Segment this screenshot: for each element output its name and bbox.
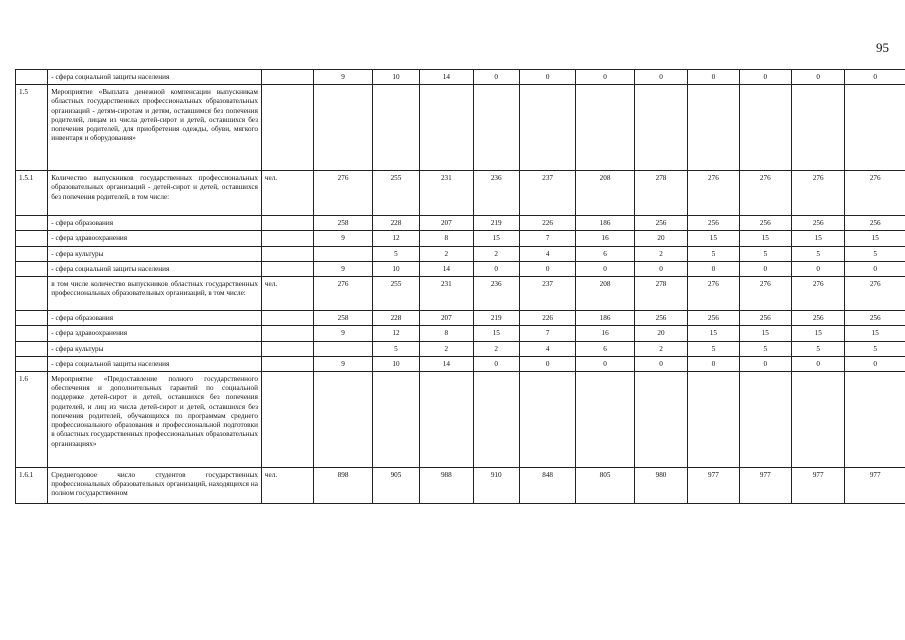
value-cell: 5 [688,341,739,356]
row-code-cell [16,216,48,231]
value-cell [739,371,791,467]
value-cell [634,85,687,171]
value-cell [688,85,739,171]
value-cell: 231 [420,277,473,311]
value-cell: 4 [519,246,575,261]
value-cell: 256 [739,311,791,326]
table-row [16,171,905,216]
value-cell: 256 [845,216,905,231]
row-description-cell: - сфера здравоохранения [48,231,262,246]
row-unit-cell [261,311,313,326]
value-cell: 14 [420,70,473,85]
value-cell: 0 [845,70,905,85]
row-description-cell: Количество выпускников государственных профессиональных образовательных организаций - детей-сирот и детей, оставшихся без попечения родителей, в том числе: [48,171,262,216]
value-cell: 10 [372,261,419,276]
value-cell: 14 [420,356,473,371]
value-cell: 256 [845,311,905,326]
value-cell: 8 [420,231,473,246]
value-cell: 276 [314,277,372,311]
value-cell: 0 [634,261,687,276]
value-cell: 0 [576,70,634,85]
value-cell: 10 [372,356,419,371]
value-cell [845,85,905,171]
row-code-cell [16,70,48,85]
value-cell: 231 [420,171,473,216]
value-cell: 236 [473,277,519,311]
value-cell: 255 [372,277,419,311]
value-cell: 219 [473,216,519,231]
row-unit-cell [261,371,313,467]
value-cell: 276 [739,171,791,216]
value-cell: 7 [519,231,575,246]
value-cell: 977 [739,467,791,503]
value-cell [473,371,519,467]
row-description-cell: - сфера социальной защиты населения [48,356,262,371]
value-cell: 5 [792,341,845,356]
row-description-cell: Мероприятие «Выплата денежной компенсации выпускникам областных государственных профессиональных образовательных организаций - детям-сиротам и детям, оставшимся без попечения родителей, лицам из числа детей-сирот и детей, оставшихся без попечения родителей, для приобретения одежды, обуви, мягкого инвентаря и оборудования» [48,85,262,171]
row-code-cell [16,341,48,356]
value-cell: 20 [634,326,687,341]
value-cell: 16 [576,231,634,246]
row-description-cell: Мероприятие «Предоставление полного государственного обеспечения и дополнительных гарантий по социальной поддержке детей-сирот и детей, оставшихся без попечения родителей, и лиц из числа детей-сирот и детей, оставшихся без попечения родителей, обучающихся по программам среднего профессионального образования и профессиональной подготовки в областных государственных профессиональных образовательных организациях» [48,371,262,467]
value-cell: 15 [739,231,791,246]
value-cell: 5 [372,341,419,356]
value-cell: 276 [792,277,845,311]
value-cell [576,85,634,171]
table-body [16,70,905,504]
row-description-cell: - сфера здравоохранения [48,326,262,341]
table-row [16,246,905,261]
value-cell: 276 [845,277,905,311]
table-row [16,70,905,85]
value-cell: 15 [739,326,791,341]
row-code-cell [16,261,48,276]
table-row [16,467,905,503]
value-cell: 977 [792,467,845,503]
table-row [16,231,905,246]
row-code-cell [16,356,48,371]
value-cell: 236 [473,171,519,216]
value-cell: 0 [792,70,845,85]
value-cell [688,371,739,467]
table-row [16,326,905,341]
row-code-cell [16,231,48,246]
table-row [16,356,905,371]
page-number: 95 [876,40,889,55]
value-cell: 256 [634,216,687,231]
value-cell: 0 [576,356,634,371]
data-table [15,69,905,504]
value-cell: 207 [420,216,473,231]
value-cell [314,371,372,467]
value-cell: 0 [739,261,791,276]
table-row [16,311,905,326]
value-cell: 256 [792,216,845,231]
row-code-cell [16,326,48,341]
row-code-cell [16,246,48,261]
value-cell: 237 [519,171,575,216]
value-cell: 5 [845,246,905,261]
value-cell: 276 [314,171,372,216]
value-cell: 15 [688,326,739,341]
value-cell: 0 [473,356,519,371]
value-cell: 256 [688,216,739,231]
row-unit-cell [261,261,313,276]
value-cell: 9 [314,231,372,246]
value-cell: 9 [314,356,372,371]
value-cell: 255 [372,171,419,216]
value-cell: 0 [519,70,575,85]
value-cell: 6 [576,341,634,356]
value-cell: 237 [519,277,575,311]
value-cell: 0 [473,261,519,276]
value-cell [420,85,473,171]
row-unit-cell: чел. [261,171,313,216]
row-description-cell: Среднегодовое число студентов государственных профессиональных образовательных организаций, находящихся на полном государственном [48,467,262,503]
value-cell: 15 [845,231,905,246]
value-cell: 5 [739,341,791,356]
value-cell: 256 [688,311,739,326]
value-cell [792,85,845,171]
value-cell: 0 [688,70,739,85]
row-unit-cell: чел. [261,467,313,503]
value-cell: 977 [845,467,905,503]
value-cell: 278 [634,277,687,311]
table-row [16,341,905,356]
value-cell: 8 [420,326,473,341]
value-cell: 9 [314,261,372,276]
row-code-cell [16,277,48,311]
value-cell [314,85,372,171]
value-cell: 5 [372,246,419,261]
value-cell [576,371,634,467]
value-cell: 0 [739,356,791,371]
row-unit-cell [261,70,313,85]
value-cell: 258 [314,216,372,231]
value-cell: 2 [634,246,687,261]
value-cell: 258 [314,311,372,326]
value-cell [519,85,575,171]
value-cell: 276 [845,171,905,216]
row-unit-cell [261,231,313,246]
value-cell: 848 [519,467,575,503]
row-description-cell: - сфера социальной защиты населения [48,261,262,276]
value-cell [634,371,687,467]
value-cell: 905 [372,467,419,503]
value-cell: 186 [576,311,634,326]
value-cell: 278 [634,171,687,216]
row-unit-cell [261,356,313,371]
row-unit-cell: чел. [261,277,313,311]
value-cell: 15 [792,231,845,246]
value-cell: 20 [634,231,687,246]
value-cell: 2 [420,246,473,261]
value-cell: 5 [845,341,905,356]
value-cell: 0 [792,356,845,371]
table-row [16,277,905,311]
value-cell: 898 [314,467,372,503]
value-cell: 276 [792,171,845,216]
value-cell: 15 [473,231,519,246]
value-cell [372,85,419,171]
value-cell: 2 [473,246,519,261]
table-row [16,261,905,276]
row-description-cell: - сфера культуры [48,246,262,261]
value-cell: 0 [519,261,575,276]
value-cell: 256 [792,311,845,326]
value-cell: 2 [420,341,473,356]
value-cell: 977 [688,467,739,503]
row-description-cell: в том числе количество выпускников областных государственных профессиональных образовательных организаций, в том числе: [48,277,262,311]
row-unit-cell [261,246,313,261]
value-cell: 186 [576,216,634,231]
value-cell: 0 [739,70,791,85]
value-cell: 226 [519,311,575,326]
value-cell: 0 [473,70,519,85]
value-cell: 276 [739,277,791,311]
row-unit-cell [261,216,313,231]
value-cell: 980 [634,467,687,503]
value-cell [372,371,419,467]
row-description-cell: - сфера образования [48,311,262,326]
value-cell [519,371,575,467]
value-cell: 9 [314,326,372,341]
value-cell: 15 [792,326,845,341]
value-cell [420,371,473,467]
value-cell: 2 [634,341,687,356]
value-cell [792,371,845,467]
value-cell: 5 [739,246,791,261]
value-cell: 16 [576,326,634,341]
value-cell: 228 [372,216,419,231]
value-cell: 228 [372,311,419,326]
value-cell: 910 [473,467,519,503]
row-code-cell: 1.6 [16,371,48,467]
value-cell: 988 [420,467,473,503]
row-code-cell [16,311,48,326]
value-cell: 12 [372,326,419,341]
value-cell: 219 [473,311,519,326]
value-cell: 0 [688,356,739,371]
value-cell: 276 [688,171,739,216]
value-cell: 15 [845,326,905,341]
row-unit-cell [261,326,313,341]
value-cell: 4 [519,341,575,356]
row-code-cell: 1.5.1 [16,171,48,216]
value-cell: 256 [739,216,791,231]
row-code-cell: 1.6.1 [16,467,48,503]
value-cell: 0 [634,356,687,371]
row-description-cell: - сфера социальной защиты населения [48,70,262,85]
value-cell: 14 [420,261,473,276]
table-row [16,85,905,171]
value-cell: 2 [473,341,519,356]
value-cell: 0 [845,356,905,371]
value-cell: 7 [519,326,575,341]
value-cell: 0 [519,356,575,371]
value-cell: 226 [519,216,575,231]
value-cell: 12 [372,231,419,246]
value-cell: 256 [634,311,687,326]
value-cell [314,246,372,261]
value-cell [314,341,372,356]
value-cell: 0 [688,261,739,276]
value-cell: 15 [688,231,739,246]
table-row [16,216,905,231]
row-unit-cell [261,85,313,171]
value-cell [845,371,905,467]
value-cell: 208 [576,277,634,311]
table-row [16,371,905,467]
value-cell [473,85,519,171]
value-cell: 10 [372,70,419,85]
value-cell: 0 [576,261,634,276]
value-cell: 276 [688,277,739,311]
value-cell: 9 [314,70,372,85]
row-code-cell: 1.5 [16,85,48,171]
row-unit-cell [261,341,313,356]
row-description-cell: - сфера образования [48,216,262,231]
value-cell: 15 [473,326,519,341]
value-cell [739,85,791,171]
value-cell: 6 [576,246,634,261]
value-cell: 208 [576,171,634,216]
value-cell: 0 [792,261,845,276]
value-cell: 5 [688,246,739,261]
value-cell: 0 [634,70,687,85]
value-cell: 0 [845,261,905,276]
value-cell: 5 [792,246,845,261]
value-cell: 805 [576,467,634,503]
value-cell: 207 [420,311,473,326]
row-description-cell: - сфера культуры [48,341,262,356]
